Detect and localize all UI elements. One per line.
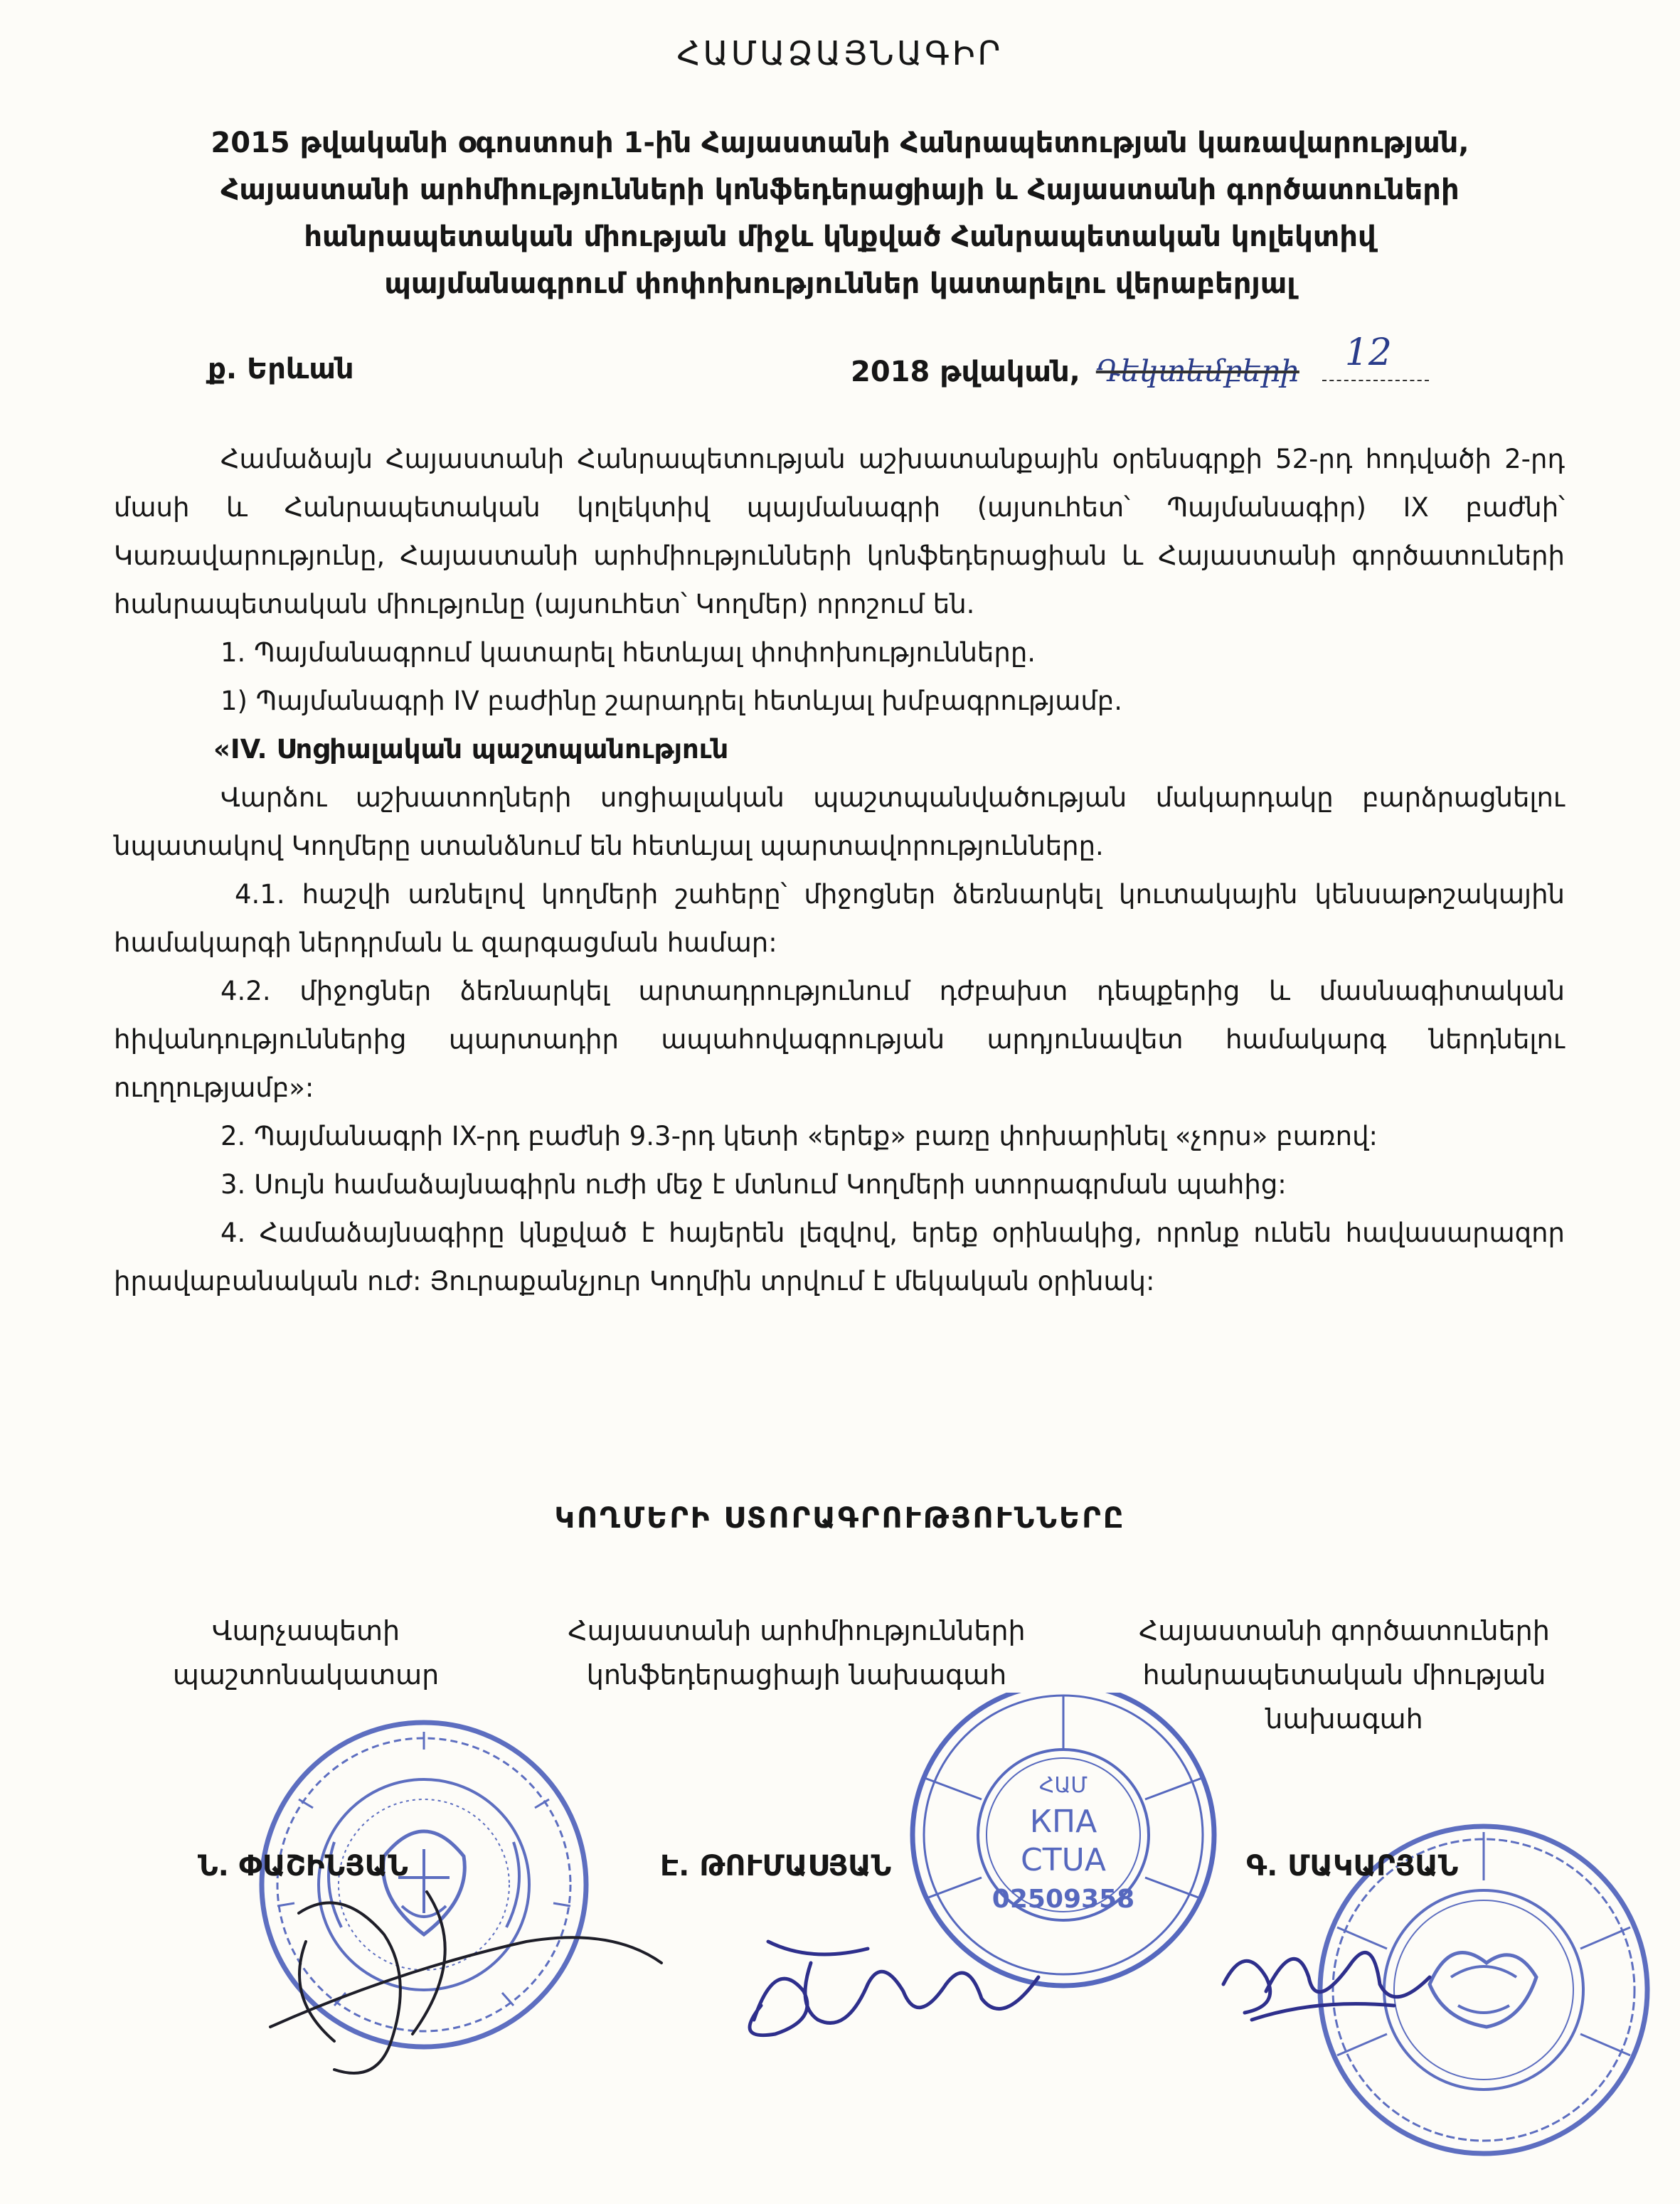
paragraph: 1. Պայմանագրում կատարել հետևյալ փոփոխությունները.	[220, 637, 1036, 668]
document-title: ՀԱՄԱՁԱՅՆԱԳԻՐ	[676, 34, 1004, 73]
government-seal-stamp	[262, 1723, 586, 2047]
paragraph: Համաձայն Հայաստանի Հանրապետության աշխատանքային օրենսգրքի 52-րդ հոդվածի 2-րդ մասի և Հանրապետական կոլեկտիվ պայմանագրի (այսուհետ՝ Պայմանագիր) IX բաժնի՝ Կառավարությունը, Հայաստանի արհմիությունների կոնֆեդերացիան և Հայաստանի գործատուների հանրապետական միությունը (այսուհետ՝ Կողմեր) որոշում են.	[114, 444, 1565, 619]
date-handwritten-month: Դեկտեմբերի	[1095, 353, 1299, 388]
stamps-layer	[0, 1693, 1680, 2204]
paragraph: 4. Համաձայնագիրը կնքված է հայերեն լեզվով, երեք օրինակից, որոնք ունեն հավասարազոր իրավաբանական ուժ: Յուրաքանչյուր Կողմին տրվում է մեկական օրինակ:	[114, 1218, 1565, 1297]
date-day-field	[1322, 331, 1429, 381]
subject-line: պայմանագրում փոփոխություններ կատարելու վերաբերյալ	[384, 267, 1296, 300]
paragraph: 4.2. միջոցներ ձեռնարկել արտադրությունում դժբախտ դեպքերից և մասնագիտական հիվանդություններից պարտադիր ապահովագրության արդյունավետ համակարգ ներդնելու ուղղությամբ»:	[114, 976, 1565, 1103]
stamp-text: КПА	[1029, 1804, 1097, 1840]
place-label: ք. Երևան	[208, 353, 354, 385]
date-line	[851, 331, 1429, 388]
confederation-stamp	[913, 1693, 1214, 1986]
subject-line: 2015 թվականի օգոստոսի 1-ին Հայաստանի Հանրապետության կառավարության,	[211, 127, 1469, 159]
party-role-employers-union: Հայաստանի գործատուների հանրապետական միության նախագահ	[1139, 1615, 1550, 1735]
paragraph: 3. Սույն համաձայնագիրն ուժի մեջ է մտնում Կողմերի ստորագրման պահից:	[220, 1169, 1287, 1200]
section-heading: «IV. Սոցիալական պաշտպանություն	[213, 734, 729, 765]
date-printed: 2018 թվական,	[851, 356, 1080, 388]
signatures-heading: ԿՈՂՄԵՐԻ ՍՏՈՐԱԳՐՈՒԹՅՈՒՆՆԵՐԸ	[554, 1502, 1126, 1535]
paragraph: Վարձու աշխատողների սոցիալական պաշտպանվածության մակարդակը բարձրացնելու նպատակով Կողմերը ստանձնում են հետևյալ պարտավորությունները.	[114, 782, 1565, 861]
stamp-text: CTUA	[1021, 1842, 1106, 1878]
stamp-text: 02509358	[991, 1885, 1135, 1914]
document-body	[114, 435, 1565, 1306]
stamp-text: ՀԱՄ	[1038, 1773, 1088, 1798]
date-handwritten-day: 12	[1344, 331, 1392, 374]
document-subject	[107, 119, 1573, 307]
party-role-confederation: Հայաստանի արհմիությունների կոնֆեդերացիայի նախագահ	[568, 1615, 1026, 1691]
subject-line: հանրապետական միության միջև կնքված Հանրապետական կոլեկտիվ	[304, 220, 1376, 253]
signer-name: Ն. ՓԱՇԻՆՅԱՆ	[198, 1850, 408, 1883]
paragraph: 2. Պայմանագրի IX-րդ բաժնի 9.3-րդ կետի «երեք» բառը փոխարինել «չորս» բառով:	[220, 1121, 1378, 1151]
paragraph: 1) Պայմանագրի IV բաժինը շարադրել հետևյալ խմբագրությամբ.	[220, 686, 1122, 716]
subject-line: Հայաստանի արհմիությունների կոնֆեդերացիայի և Հայաստանի գործատուների	[220, 174, 1460, 206]
signer-name: Է. ԹՈՒՄԱՍՅԱՆ	[660, 1850, 892, 1883]
paragraph: 4.1. հաշվի առնելով կողմերի շահերը՝ միջոցներ ձեռնարկել կուտակային կենսաթոշակային համակարգի ներդրման և զարգացման համար:	[114, 879, 1565, 958]
signer-name: Գ. ՄԱԿԱՐՅԱՆ	[1246, 1850, 1459, 1883]
party-role-prime-minister: Վարչապետի պաշտոնակատար	[172, 1615, 440, 1691]
